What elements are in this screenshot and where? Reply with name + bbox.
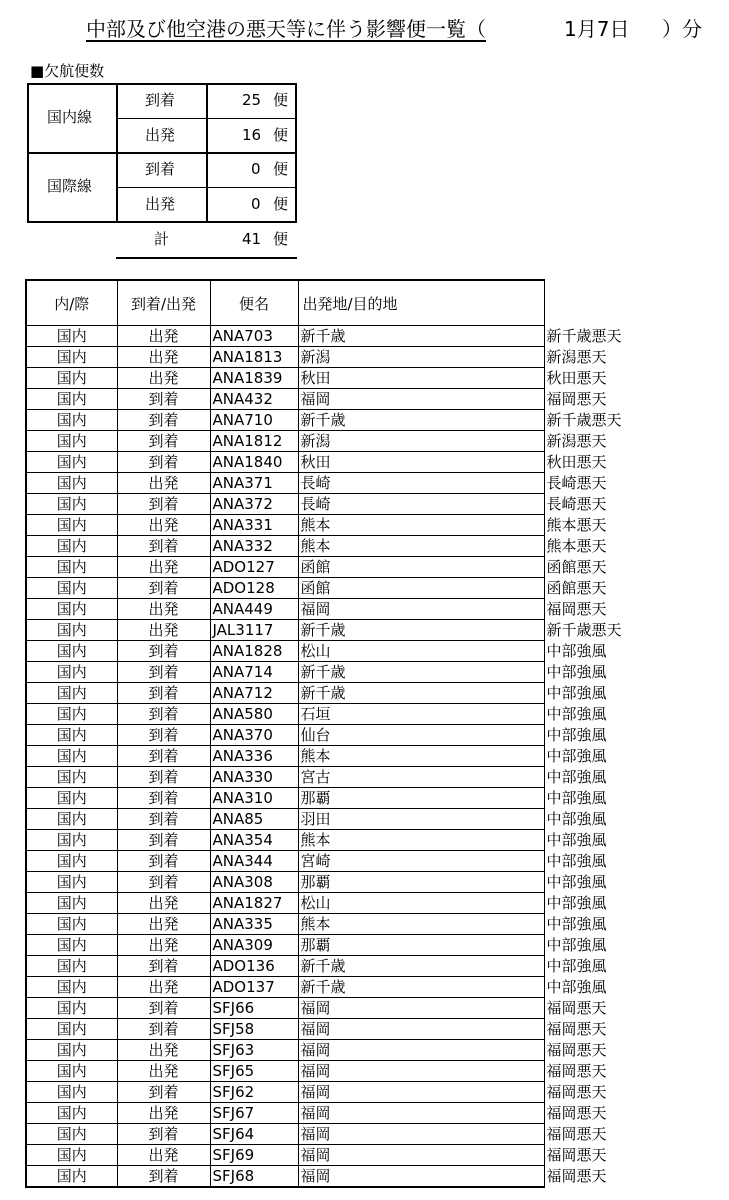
title-main: 中部及び他空港の悪天等に伴う影響便一覧（ (86, 17, 486, 41)
flight-number-cell: SFJ58 (210, 1019, 298, 1040)
table-row (26, 956, 644, 977)
direction-cell: 到着 (117, 704, 210, 725)
category-cell: 国内 (26, 725, 117, 746)
category-cell: 国内 (26, 557, 117, 578)
flight-number-cell: ANA1812 (210, 431, 298, 452)
category-cell: 国内 (26, 599, 117, 620)
destination-cell: 松山 (298, 893, 544, 914)
category-cell: 国内 (26, 662, 117, 683)
summary-unit: 便 (273, 230, 289, 248)
flight-number-cell: SFJ69 (210, 1145, 298, 1166)
direction-cell: 到着 (117, 662, 210, 683)
reason-cell: 中部強風 (544, 725, 644, 746)
destination-cell: 福岡 (298, 1019, 544, 1040)
reason-cell: 中部強風 (544, 641, 644, 662)
reason-cell: 中部強風 (544, 830, 644, 851)
flight-number-cell: ADO136 (210, 956, 298, 977)
flight-number-cell: ANA344 (210, 851, 298, 872)
table-row (26, 368, 644, 389)
flight-number-cell: ANA308 (210, 872, 298, 893)
destination-cell: 函館 (298, 578, 544, 599)
reason-cell: 中部強風 (544, 935, 644, 956)
category-cell: 国内 (26, 389, 117, 410)
flight-number-cell: JAL3117 (210, 620, 298, 641)
reason-cell: 新千歳悪天 (544, 620, 644, 641)
category-cell: 国内 (26, 1103, 117, 1124)
table-row (26, 1166, 644, 1188)
reason-cell: 中部強風 (544, 788, 644, 809)
category-cell: 国内 (26, 1040, 117, 1061)
destination-cell: 長崎 (298, 473, 544, 494)
category-cell: 国内 (26, 1061, 117, 1082)
category-cell: 国内 (26, 515, 117, 536)
category-cell: 国内 (26, 935, 117, 956)
reason-cell: 中部強風 (544, 767, 644, 788)
summary-divider-1 (116, 83, 118, 223)
reason-cell: 中部強風 (544, 956, 644, 977)
summary-unit: 便 (273, 126, 289, 144)
reason-cell: 函館悪天 (544, 557, 644, 578)
destination-cell: 那覇 (298, 872, 544, 893)
summary-unit: 便 (273, 160, 289, 178)
header-category: 内/際 (26, 280, 117, 326)
direction-cell: 到着 (117, 536, 210, 557)
direction-cell: 到着 (117, 788, 210, 809)
reason-cell: 福岡悪天 (544, 1166, 644, 1188)
direction-cell: 到着 (117, 578, 210, 599)
destination-cell: 那覇 (298, 788, 544, 809)
table-row (26, 599, 644, 620)
category-cell: 国内 (26, 368, 117, 389)
destination-cell: 函館 (298, 557, 544, 578)
direction-cell: 到着 (117, 725, 210, 746)
table-row (26, 326, 644, 347)
flight-number-cell: ADO128 (210, 578, 298, 599)
flight-number-cell: ANA354 (210, 830, 298, 851)
direction-cell: 到着 (117, 1082, 210, 1103)
flight-number-cell: ANA336 (210, 746, 298, 767)
direction-cell: 出発 (117, 1145, 210, 1166)
destination-cell: 長崎 (298, 494, 544, 515)
table-row (26, 872, 644, 893)
destination-cell: 新潟 (298, 347, 544, 368)
summary-count: 0 (251, 195, 261, 213)
reason-cell: 長崎悪天 (544, 473, 644, 494)
direction-cell: 到着 (117, 872, 210, 893)
table-row (26, 347, 644, 368)
international-label: 国際線 (47, 177, 93, 195)
direction-cell: 出発 (117, 620, 210, 641)
flight-number-cell: ANA703 (210, 326, 298, 347)
flight-number-cell: ADO137 (210, 977, 298, 998)
destination-cell: 新千歳 (298, 683, 544, 704)
flight-number-cell: ANA370 (210, 725, 298, 746)
reason-cell: 福岡悪天 (544, 1061, 644, 1082)
summary-unit: 便 (273, 195, 289, 213)
flight-number-cell: ANA309 (210, 935, 298, 956)
category-cell: 国内 (26, 977, 117, 998)
flight-number-cell: ANA449 (210, 599, 298, 620)
header-flight: 便名 (210, 280, 298, 326)
reason-cell: 福岡悪天 (544, 1145, 644, 1166)
destination-cell: 熊本 (298, 914, 544, 935)
flight-number-cell: ANA335 (210, 914, 298, 935)
direction-cell: 出発 (117, 977, 210, 998)
direction-cell: 到着 (117, 452, 210, 473)
table-row (26, 1082, 644, 1103)
table-row (26, 389, 644, 410)
category-cell: 国内 (26, 536, 117, 557)
reason-cell: 福岡悪天 (544, 1040, 644, 1061)
flight-number-cell: ANA1839 (210, 368, 298, 389)
flight-number-cell: SFJ66 (210, 998, 298, 1019)
category-cell: 国内 (26, 641, 117, 662)
reason-cell: 秋田悪天 (544, 368, 644, 389)
direction-cell: 到着 (117, 494, 210, 515)
reason-cell: 福岡悪天 (544, 998, 644, 1019)
table-row (26, 935, 644, 956)
page-title (86, 12, 706, 46)
direction-cell: 出発 (117, 557, 210, 578)
category-cell: 国内 (26, 452, 117, 473)
reason-cell: 新潟悪天 (544, 347, 644, 368)
direction-cell: 出発 (117, 599, 210, 620)
destination-cell: 仙台 (298, 725, 544, 746)
reason-cell: 中部強風 (544, 662, 644, 683)
category-cell: 国内 (26, 1166, 117, 1188)
table-row (26, 410, 644, 431)
direction-cell: 出発 (117, 347, 210, 368)
category-cell: 国内 (26, 473, 117, 494)
summary-total-count: 41 (242, 230, 262, 248)
header-direction: 到着/出発 (117, 280, 210, 326)
table-row (26, 683, 644, 704)
category-cell: 国内 (26, 578, 117, 599)
reason-cell: 長崎悪天 (544, 494, 644, 515)
destination-cell: 熊本 (298, 746, 544, 767)
summary-direction: 到着 (145, 91, 176, 109)
category-cell: 国内 (26, 410, 117, 431)
flight-number-cell: SFJ68 (210, 1166, 298, 1188)
destination-cell: 福岡 (298, 1082, 544, 1103)
flight-number-cell: ANA710 (210, 410, 298, 431)
reason-cell: 秋田悪天 (544, 452, 644, 473)
direction-cell: 出発 (117, 1040, 210, 1061)
category-cell: 国内 (26, 326, 117, 347)
direction-cell: 到着 (117, 1019, 210, 1040)
table-row (26, 578, 644, 599)
category-cell: 国内 (26, 998, 117, 1019)
category-cell: 国内 (26, 767, 117, 788)
cancelled-flights-label: ■欠航便数 (30, 62, 105, 80)
destination-cell: 新千歳 (298, 326, 544, 347)
category-cell: 国内 (26, 788, 117, 809)
destination-cell: 那覇 (298, 935, 544, 956)
reason-cell: 新潟悪天 (544, 431, 644, 452)
direction-cell: 到着 (117, 851, 210, 872)
direction-cell: 到着 (117, 1166, 210, 1188)
destination-cell: 宮古 (298, 767, 544, 788)
flight-number-cell: SFJ67 (210, 1103, 298, 1124)
table-row (26, 1103, 644, 1124)
reason-cell: 中部強風 (544, 977, 644, 998)
reason-cell: 福岡悪天 (544, 1103, 644, 1124)
direction-cell: 出発 (117, 935, 210, 956)
category-cell: 国内 (26, 830, 117, 851)
direction-cell: 到着 (117, 683, 210, 704)
category-cell: 国内 (26, 683, 117, 704)
direction-cell: 到着 (117, 1124, 210, 1145)
table-row (26, 998, 644, 1019)
table-row (26, 767, 644, 788)
direction-cell: 出発 (117, 368, 210, 389)
category-cell: 国内 (26, 431, 117, 452)
table-row (26, 452, 644, 473)
summary-direction: 到着 (145, 160, 176, 178)
direction-cell: 到着 (117, 641, 210, 662)
table-row (26, 704, 644, 725)
reason-cell: 福岡悪天 (544, 389, 644, 410)
direction-cell: 到着 (117, 809, 210, 830)
flight-number-cell: ANA1828 (210, 641, 298, 662)
category-cell: 国内 (26, 1082, 117, 1103)
table-row (26, 851, 644, 872)
category-cell: 国内 (26, 1019, 117, 1040)
flight-number-cell: ANA1827 (210, 893, 298, 914)
domestic-label: 国内線 (47, 108, 93, 126)
direction-cell: 到着 (117, 956, 210, 977)
summary-count: 25 (242, 91, 262, 109)
direction-cell: 到着 (117, 410, 210, 431)
reason-cell: 中部強風 (544, 704, 644, 725)
destination-cell: 秋田 (298, 452, 544, 473)
flight-number-cell: ANA1840 (210, 452, 298, 473)
summary-row-line-1 (116, 118, 297, 119)
table-row (26, 1124, 644, 1145)
category-cell: 国内 (26, 956, 117, 977)
reason-cell: 中部強風 (544, 851, 644, 872)
category-cell: 国内 (26, 746, 117, 767)
destination-cell: 福岡 (298, 599, 544, 620)
destination-cell: 福岡 (298, 1103, 544, 1124)
direction-cell: 出発 (117, 1061, 210, 1082)
table-row (26, 431, 644, 452)
summary-divider-2 (206, 83, 208, 223)
destination-cell: 新千歳 (298, 662, 544, 683)
title-suffix: ）分 (662, 17, 702, 41)
direction-cell: 出発 (117, 326, 210, 347)
summary-direction: 出発 (145, 195, 176, 213)
reason-cell: 新千歳悪天 (544, 410, 644, 431)
reason-cell: 中部強風 (544, 683, 644, 704)
table-row (26, 536, 644, 557)
direction-cell: 到着 (117, 998, 210, 1019)
category-cell: 国内 (26, 704, 117, 725)
destination-cell: 福岡 (298, 1124, 544, 1145)
flight-number-cell: SFJ63 (210, 1040, 298, 1061)
destination-cell: 熊本 (298, 536, 544, 557)
category-cell: 国内 (26, 347, 117, 368)
destination-cell: 新千歳 (298, 956, 544, 977)
destination-cell: 新千歳 (298, 977, 544, 998)
direction-cell: 到着 (117, 389, 210, 410)
reason-cell: 熊本悪天 (544, 536, 644, 557)
reason-cell: 福岡悪天 (544, 1124, 644, 1145)
summary-table (27, 83, 297, 263)
table-row (26, 557, 644, 578)
flight-number-cell: ADO127 (210, 557, 298, 578)
reason-cell: 函館悪天 (544, 578, 644, 599)
table-row (26, 977, 644, 998)
destination-cell: 福岡 (298, 1040, 544, 1061)
flight-number-cell: SFJ65 (210, 1061, 298, 1082)
category-cell: 国内 (26, 914, 117, 935)
flight-number-cell: ANA371 (210, 473, 298, 494)
destination-cell: 熊本 (298, 830, 544, 851)
header-destination: 出発地/目的地 (298, 280, 544, 326)
category-cell: 国内 (26, 494, 117, 515)
destination-cell: 新千歳 (298, 620, 544, 641)
flight-number-cell: ANA712 (210, 683, 298, 704)
direction-cell: 出発 (117, 893, 210, 914)
direction-cell: 出発 (117, 515, 210, 536)
summary-count: 16 (242, 126, 262, 144)
destination-cell: 福岡 (298, 1166, 544, 1188)
reason-cell: 熊本悪天 (544, 515, 644, 536)
flight-number-cell: SFJ64 (210, 1124, 298, 1145)
direction-cell: 出発 (117, 914, 210, 935)
summary-direction: 出発 (145, 126, 176, 144)
flight-number-cell: ANA330 (210, 767, 298, 788)
destination-cell: 福岡 (298, 1061, 544, 1082)
flight-number-cell: ANA372 (210, 494, 298, 515)
table-row (26, 620, 644, 641)
destination-cell: 福岡 (298, 1145, 544, 1166)
direction-cell: 到着 (117, 746, 210, 767)
summary-total-underline (116, 257, 297, 259)
flight-number-cell: ANA85 (210, 809, 298, 830)
destination-cell: 新潟 (298, 431, 544, 452)
table-row (26, 1019, 644, 1040)
flight-number-cell: ANA1813 (210, 347, 298, 368)
destination-cell: 福岡 (298, 389, 544, 410)
summary-unit: 便 (273, 91, 289, 109)
summary-row-line-2 (116, 187, 297, 188)
reason-cell: 福岡悪天 (544, 599, 644, 620)
table-row (26, 746, 644, 767)
table-row (26, 1061, 644, 1082)
category-cell: 国内 (26, 1145, 117, 1166)
reason-cell: 中部強風 (544, 893, 644, 914)
reason-cell: 中部強風 (544, 746, 644, 767)
category-cell: 国内 (26, 851, 117, 872)
table-row (26, 725, 644, 746)
direction-cell: 出発 (117, 473, 210, 494)
summary-count: 0 (251, 160, 261, 178)
title-date: 1月7日 (564, 17, 630, 41)
table-row (26, 893, 644, 914)
direction-cell: 到着 (117, 830, 210, 851)
destination-cell: 熊本 (298, 515, 544, 536)
flight-number-cell: ANA332 (210, 536, 298, 557)
category-cell: 国内 (26, 872, 117, 893)
table-row (26, 641, 644, 662)
category-cell: 国内 (26, 1124, 117, 1145)
table-row (26, 830, 644, 851)
category-cell: 国内 (26, 893, 117, 914)
destination-cell: 宮崎 (298, 851, 544, 872)
flight-number-cell: ANA714 (210, 662, 298, 683)
destination-cell: 新千歳 (298, 410, 544, 431)
flight-number-cell: ANA331 (210, 515, 298, 536)
direction-cell: 到着 (117, 767, 210, 788)
reason-cell: 中部強風 (544, 872, 644, 893)
direction-cell: 到着 (117, 431, 210, 452)
table-row (26, 788, 644, 809)
category-cell: 国内 (26, 620, 117, 641)
table-row (26, 809, 644, 830)
summary-total-label: 計 (154, 230, 170, 248)
table-header-row (26, 280, 644, 326)
category-cell: 国内 (26, 809, 117, 830)
reason-cell: 新千歳悪天 (544, 326, 644, 347)
table-row (26, 1040, 644, 1061)
flight-number-cell: ANA432 (210, 389, 298, 410)
reason-cell: 中部強風 (544, 914, 644, 935)
header-reason (544, 280, 644, 326)
destination-cell: 秋田 (298, 368, 544, 389)
table-row (26, 473, 644, 494)
reason-cell: 中部強風 (544, 809, 644, 830)
table-row (26, 515, 644, 536)
flight-number-cell: SFJ62 (210, 1082, 298, 1103)
destination-cell: 石垣 (298, 704, 544, 725)
table-row (26, 914, 644, 935)
reason-cell: 福岡悪天 (544, 1082, 644, 1103)
direction-cell: 出発 (117, 1103, 210, 1124)
destination-cell: 羽田 (298, 809, 544, 830)
destination-cell: 福岡 (298, 998, 544, 1019)
table-row (26, 494, 644, 515)
reason-cell: 福岡悪天 (544, 1019, 644, 1040)
table-row (26, 662, 644, 683)
flights-table (25, 279, 644, 1188)
destination-cell: 松山 (298, 641, 544, 662)
flight-number-cell: ANA580 (210, 704, 298, 725)
table-row (26, 1145, 644, 1166)
flight-number-cell: ANA310 (210, 788, 298, 809)
